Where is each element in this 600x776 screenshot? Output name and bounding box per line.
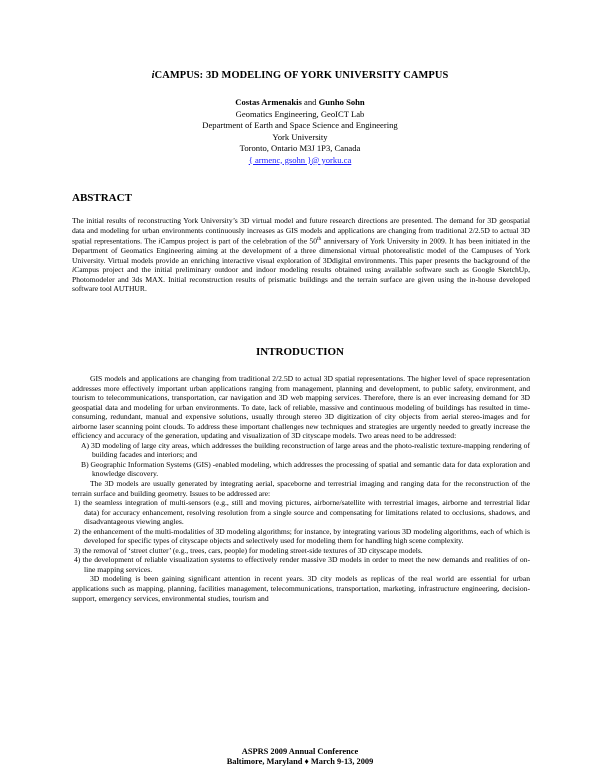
issue-item-2: 2) the enhancement of the multi-modalities of 3D modeling algorithms; for instance, by integrating various 3D modeling algorithms, each of which is developed for specific types of cityscape objects and selectively used for modeling them for handling high scene complexity. (74, 526, 530, 546)
abstract-text-2: Campus project is part of the celebration of the 50 (160, 236, 318, 246)
abstract-italic-1: i (158, 236, 161, 246)
area-item-a: A) 3D modeling of large city areas, which addresses the building reconstruction of large areas and the photo-realistic texture-mapping rendering of building facades and interiors; and (81, 440, 530, 460)
issue-item-3: 3) the removal of ‘street clutter’ (e.g., trees, cars, people) for modeling street-side textures of 3D cityscape models. (74, 545, 423, 555)
introduction-heading: INTRODUCTION (255, 346, 344, 358)
area-item-b: B) Geographic Information Systems (GIS) -enabled modeling, which addresses the processing of spatial and semantic data for data exploration and knowledge discovery. (81, 459, 530, 479)
abstract-text-1: The initial results of reconstructing York University’s 3D virtual model and future research directions are presented. The demand for 3D geospatial data and modeling for urban environments continuously increases as GIS models and applications are changing from traditional 2/2.5D to actual 3D spatial representations. The (72, 216, 530, 246)
abstract-body (72, 216, 530, 294)
intro-paragraph-2: The 3D models are usually generated by integrating aerial, spaceborne and terrestrial imaging and ranging data for the reconstruction of the terrain surface and building geometry. Issues to be addressed are: (72, 479, 530, 498)
author-block (0, 97, 600, 166)
abstract-text-4: Campus project and the initial preliminary outdoor and indoor modeling results obtained using available software such as Google SketchUp, Photomodeler and 3ds MAX. Initial reconstruction results of prismatic buildings and the terrain surface are given using the in-house developed software tool AUTHUR. (72, 265, 530, 294)
footer-location: Baltimore, Maryland (226, 757, 303, 766)
affiliation-department: Department of Earth and Space Science and Engineering (202, 120, 398, 130)
author-line (0, 97, 600, 109)
issue-item-4: 4) the development of reliable visualization systems to effectively render massive 3D models in order to meet the new demands and realities of on-line mapping services. (74, 555, 530, 574)
intro-paragraph-3: 3D modeling is been gaining significant attention in recent years. 3D city models as replicas of the real world are essential for urban applications such as mapping, planning, facilities management, telecommunications, transportation, marketing, infrastructure engineering, decision-support, emergency services, environmental studies, tourism and (72, 574, 530, 603)
author-2: Gunho Sohn (318, 97, 365, 107)
title-italic-prefix: i (151, 70, 155, 81)
abstract-superscript: th (317, 236, 322, 243)
affiliation-address: Toronto, Ontario M3J 1P3, Canada (239, 143, 361, 153)
affiliation-university: York University (272, 131, 328, 142)
conference-footer (0, 747, 600, 767)
email-link[interactable]: { armenc, gsohn }@ yorku.ca (248, 154, 352, 165)
abstract-heading: ABSTRACT (72, 192, 132, 204)
footer-conference: ASPRS 2009 Annual Conference (241, 747, 359, 756)
author-1: Costas Armenakis (235, 97, 302, 107)
issue-item-1: 1) the seamless integration of multi-sensors (e.g., still and moving pictures, airborne/satellite with terrestrial images, airborne and terrestrial lidar data) for accuracy enhancement, resolving resolution from a single source and compensating for limitations related to occlusions, shadows, and disadvantageous viewing angles. (74, 498, 530, 527)
affiliation-lab: Geomatics Engineering, GeoICT Lab (235, 108, 365, 119)
abstract-italic-2: i (72, 265, 75, 275)
intro-paragraph-1: GIS models and applications are changing from traditional 2/2.5D to actual 3D spatial representations. The higher level of space representation addresses more effectively important urban applications ranging from management, planning and development, to public safety, environment, and tourism to telecommunications, transportation, car navigation and 3D web mapping services. Therefore, there is an ever increasing demand for 3D geospatial data and modeling for urban environments. To date, lack of reliable, massive and continuous modeling of buildings has resulted in time-consuming, redundant, manual and expensive solutions, usually through stereo 3D digitization of city objects from aerial stereo-images and for airborne laser scanning point clouds. To address these important challenges new techniques and strategies are urgently needed to greatly increase the efficiency and accuracy of the generation, updating and visualization of 3D cityscape models. Two areas need to be addressed: (72, 374, 530, 441)
footer-date: March 9-13, 2009 (310, 757, 374, 766)
introduction-body (72, 374, 530, 603)
paper-title (0, 70, 600, 81)
title-text: CAMPUS: 3D MODELING OF YORK UNIVERSITY CAMPUS (154, 70, 449, 81)
abstract-paragraph (72, 216, 530, 294)
abstract-text-3: anniversary of York University in 2009. It has been initiated in the Department of Geomatics Engineering aiming at the development of a three dimensional virtual photorealistic model of the Campuses of York University. Virtual models provide an enriching interactive visual exploration of 3Ddigital environments. This paper presents the background of the (72, 236, 530, 265)
footer-bullet: ♦ (302, 757, 311, 766)
footer-location-date (0, 757, 600, 767)
author-conjunction: and (301, 97, 319, 107)
